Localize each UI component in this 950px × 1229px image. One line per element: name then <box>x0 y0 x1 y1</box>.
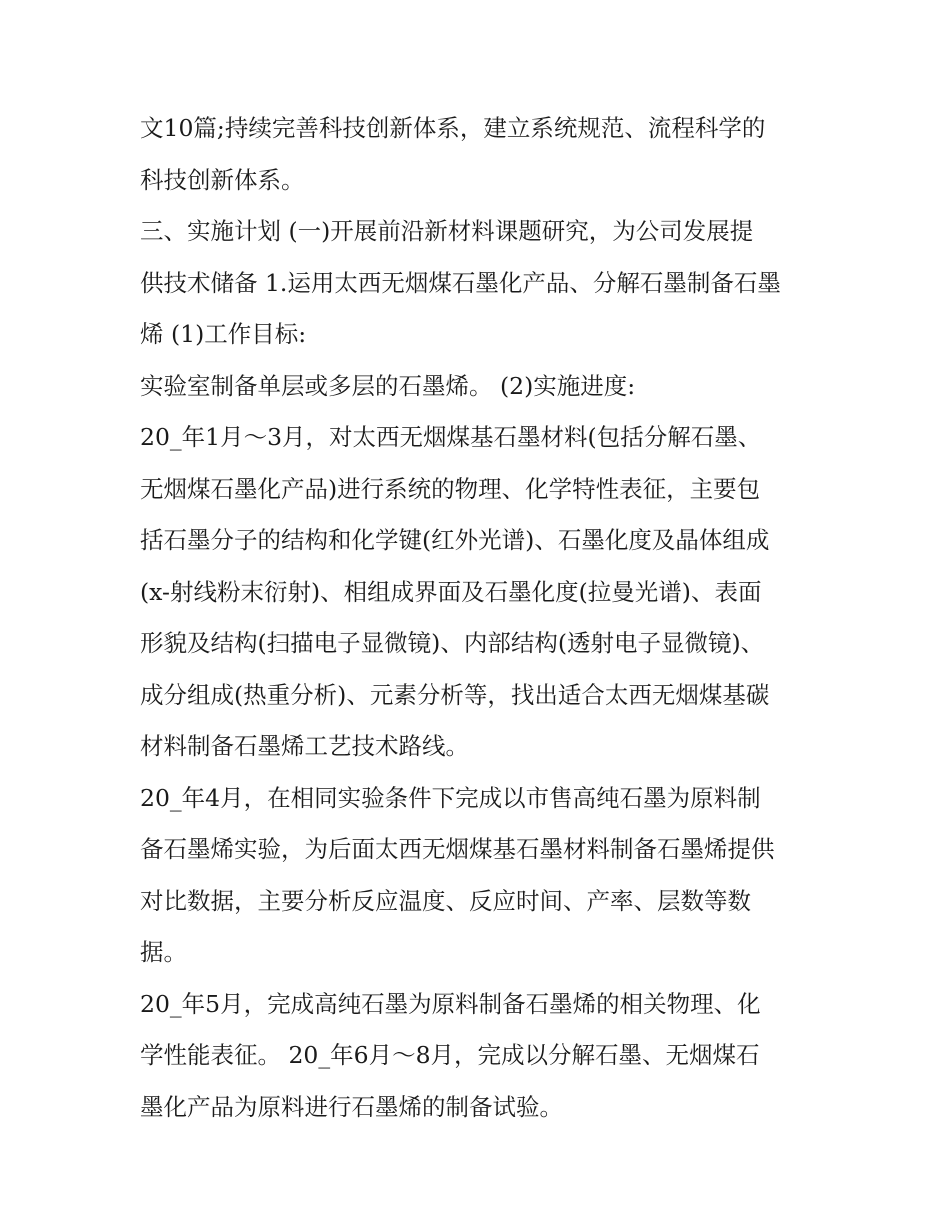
text-line: 成分组成(热重分析)、元素分析等，找出适合太西无烟煤基碳 <box>140 680 770 709</box>
text-line: 三、实施计划 (一)开展前沿新材料课题研究，为公司发展提 <box>140 217 754 245</box>
text-line: 学性能表征。 20_年6月～8月，完成以分解石墨、无烟煤石 <box>140 1041 760 1069</box>
text-line: (x-射线粉末衍射)、相组成界面及石墨化度(拉曼光谱)、表面 <box>140 577 762 606</box>
text-line: 材料制备石墨烯工艺技术路线。 <box>140 732 469 760</box>
text-line: 对比数据，主要分析反应温度、反应时间、产率、层数等数 <box>140 886 751 915</box>
text-line: 20_年1月～3月，对太西无烟煤基石墨材料(包括分解石墨、 <box>140 423 762 451</box>
text-line: 无烟煤石墨化产品)进行系统的物理、化学特性表征，主要包 <box>140 474 761 503</box>
text-line: 20_年5月，完成高纯石墨为原料制备石墨烯的相关物理、化 <box>140 989 761 1018</box>
text-line: 括石墨分子的结构和化学键(红外光谱)、石墨化度及晶体组成 <box>140 526 770 554</box>
text-line: 形貌及结构(扫描电子显微镜)、内部结构(透射电子显微镜)、 <box>140 629 765 657</box>
text-line: 科技创新体系。 <box>140 165 305 194</box>
text-line: 供技术储备 1.运用太西无烟煤石墨化产品、分解石墨制备石墨 <box>140 268 781 297</box>
text-line: 备石墨烯实验，为后面太西无烟煤基石墨材料制备石墨烯提供 <box>140 835 775 863</box>
text-line: 墨化产品为原料进行石墨烯的制备试验。 <box>140 1092 563 1121</box>
text-line: 文10篇;持续完善科技创新体系，建立系统规范、流程科学的 <box>140 114 766 142</box>
text-line: 据。 <box>140 938 187 966</box>
text-line: 实验室制备单层或多层的石墨烯。 (2)实施进度: <box>140 371 636 400</box>
text-line: 20_年4月，在相同实验条件下完成以市售高纯石墨为原料制 <box>140 783 761 812</box>
document-body <box>140 103 820 1133</box>
text-line: 烯 (1)工作目标: <box>140 320 307 348</box>
